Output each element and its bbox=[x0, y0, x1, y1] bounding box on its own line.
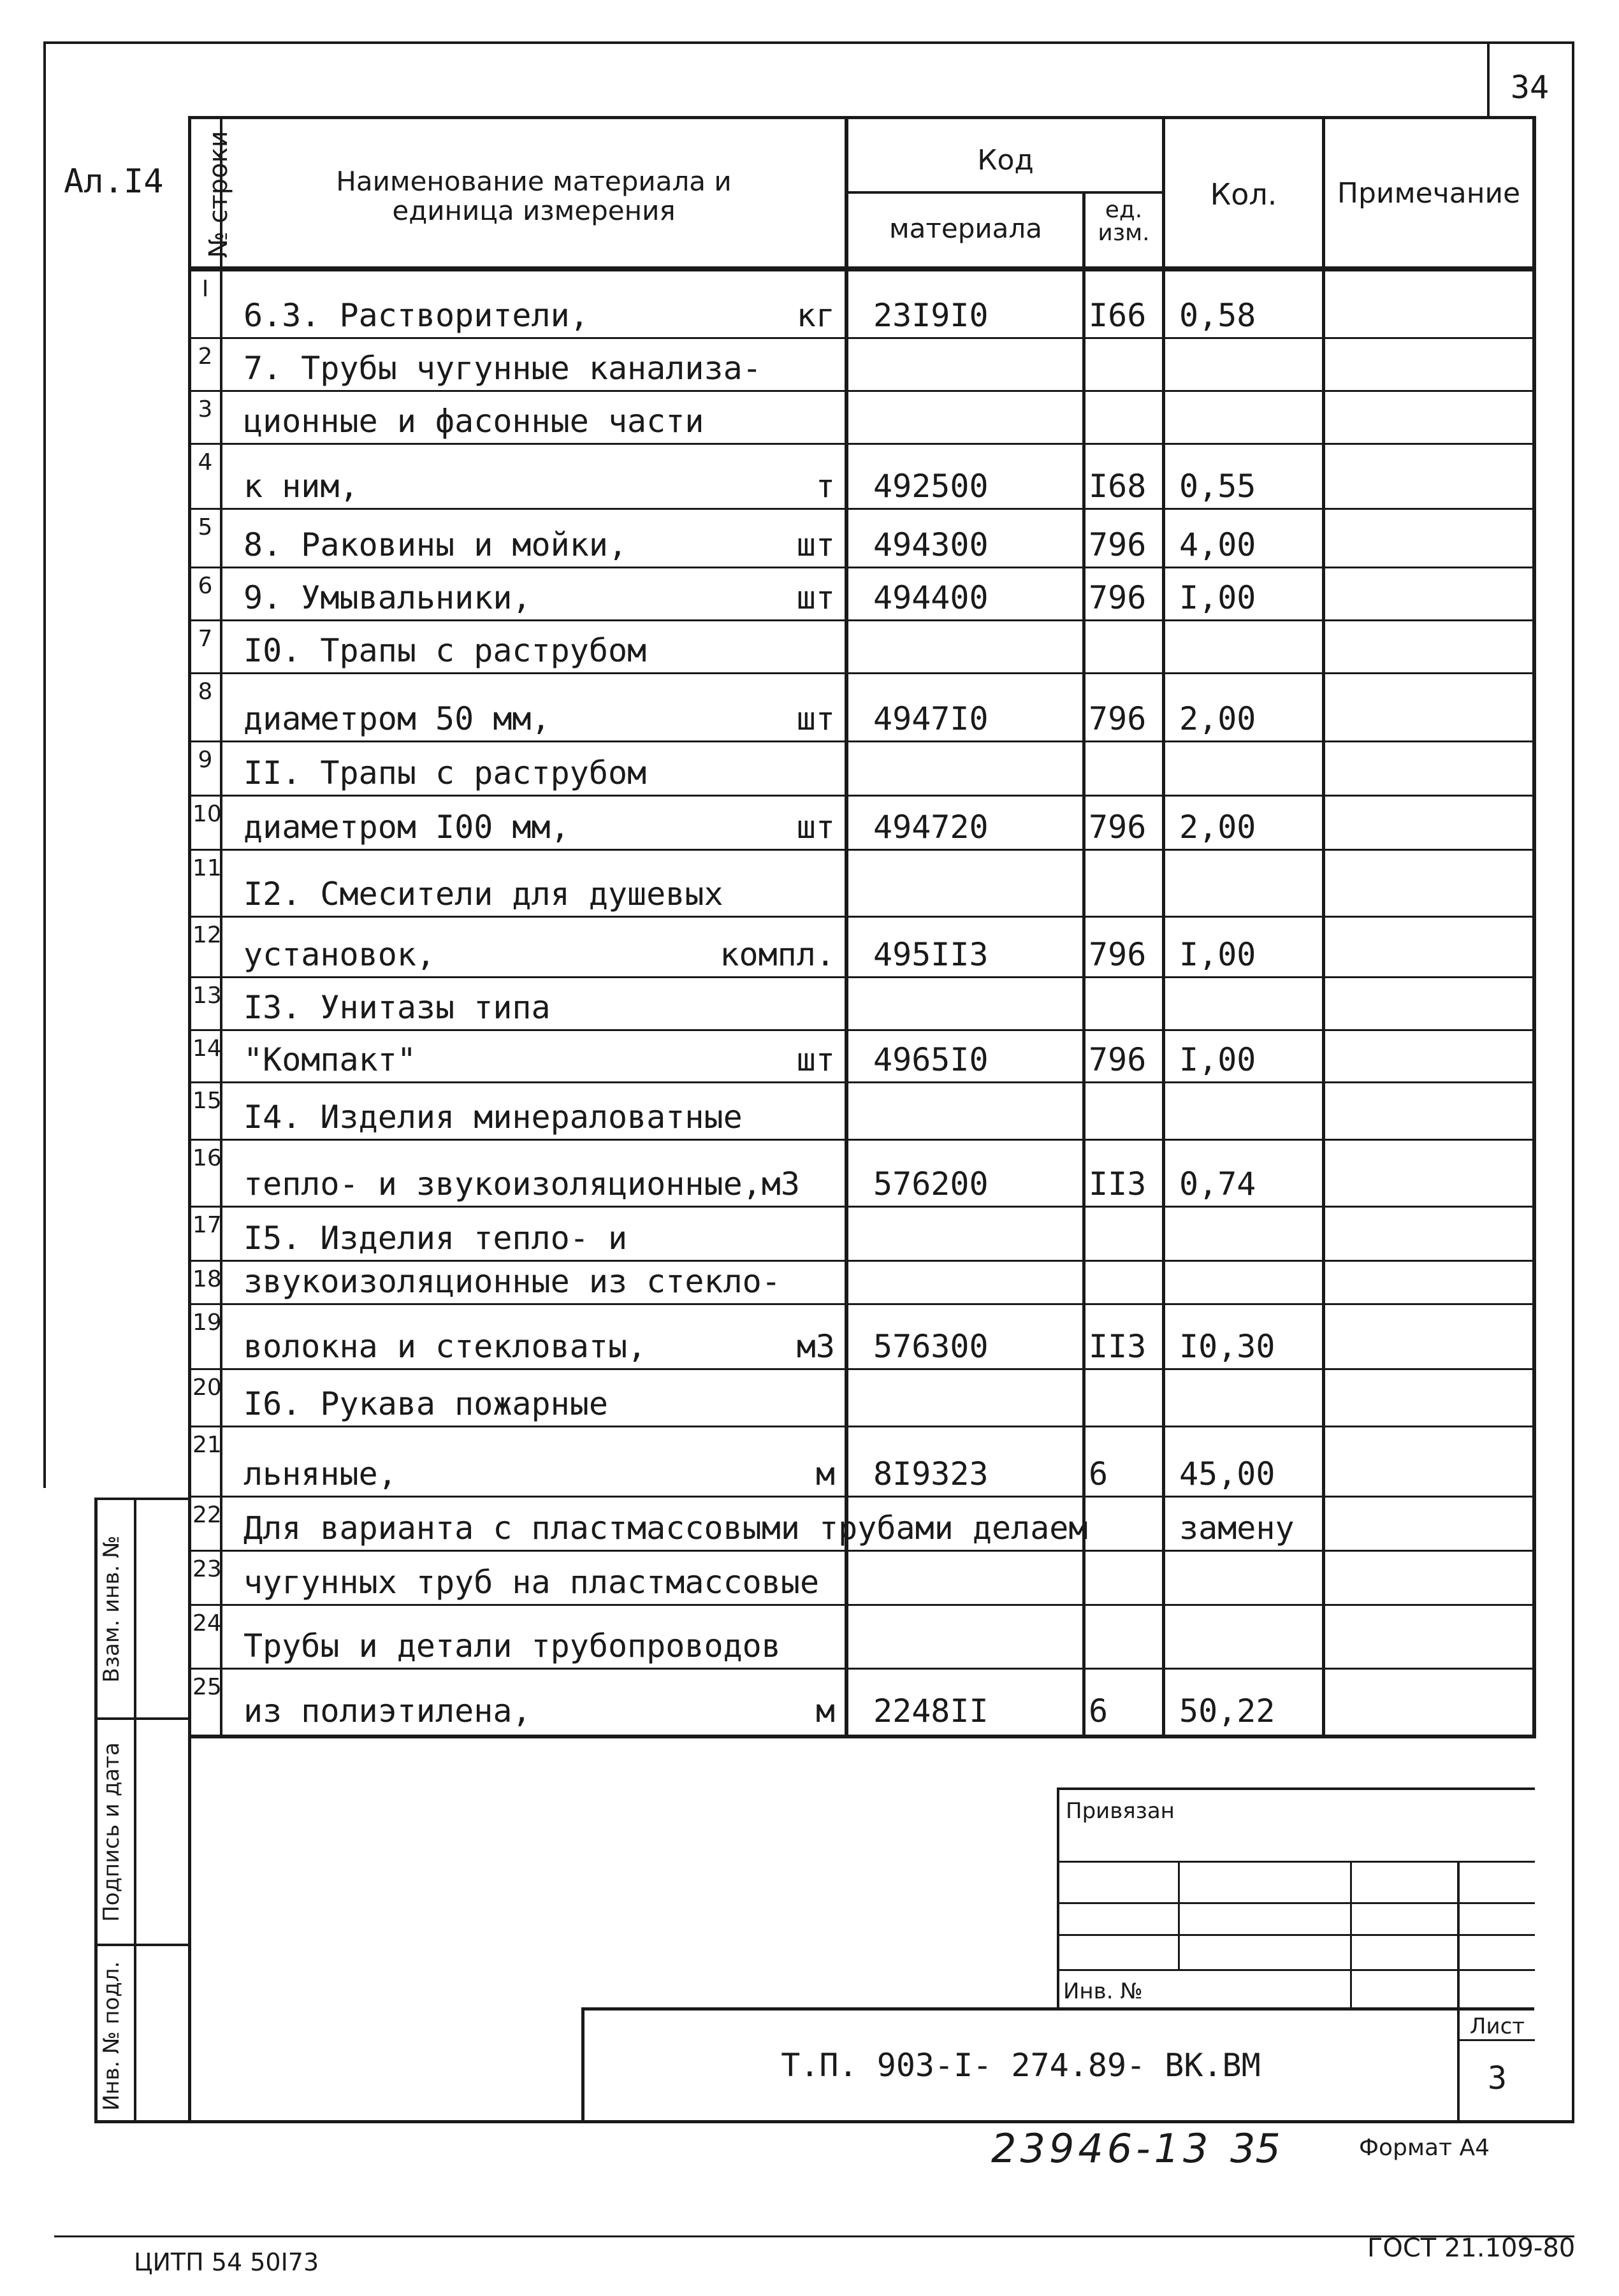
side-label-inv-podl: Инв. № подл. bbox=[99, 1961, 124, 2111]
stamp-vline-2 bbox=[1350, 1861, 1352, 2007]
row-unit: м bbox=[815, 1693, 835, 1729]
table-row bbox=[0, 1498, 1619, 1552]
side-label-vzam: Взам. инв. № bbox=[99, 1535, 124, 1683]
frame-top bbox=[43, 41, 1573, 44]
row-unit-code: 796 bbox=[1089, 809, 1147, 846]
row-number: 18 bbox=[192, 1266, 222, 1292]
table-bottom bbox=[188, 1735, 1536, 1738]
row-unit-code: 796 bbox=[1089, 526, 1147, 563]
side-col-div2 bbox=[94, 1944, 190, 1946]
row-number: 14 bbox=[192, 1036, 222, 1062]
page-box-left bbox=[1487, 41, 1490, 118]
row-name: I2. Смесители для душевых bbox=[243, 876, 723, 913]
row-code: 8I9323 bbox=[873, 1455, 989, 1492]
row-code: 23I9I0 bbox=[873, 297, 989, 334]
stamp-line-1 bbox=[1057, 1861, 1535, 1863]
row-name: волокна и стекловаты, bbox=[243, 1328, 647, 1365]
row-name: к ним, bbox=[243, 468, 359, 505]
table-row bbox=[0, 1141, 1619, 1208]
table-row bbox=[0, 1552, 1619, 1606]
row-number: 11 bbox=[192, 855, 222, 881]
header-row-no: № строки bbox=[204, 131, 233, 258]
table-row bbox=[0, 1083, 1619, 1141]
row-unit-code: 796 bbox=[1089, 700, 1147, 737]
stamp-doc-code: Т.П. 903-I- 274.89- ВК.ВМ bbox=[781, 2047, 1261, 2084]
footer-format: Формат А4 bbox=[1359, 2135, 1490, 2161]
row-name: льняные, bbox=[243, 1455, 397, 1492]
side-col-top bbox=[94, 1498, 190, 1500]
table-row bbox=[0, 742, 1619, 797]
row-unit-code: I66 bbox=[1089, 297, 1147, 334]
side-col-outer bbox=[94, 1498, 98, 2123]
row-unit: шт bbox=[796, 700, 835, 737]
row-unit-code: 796 bbox=[1089, 936, 1147, 973]
footer-handwritten: 23946-13 bbox=[991, 2125, 1212, 2172]
row-number: 22 bbox=[192, 1502, 222, 1528]
row-number: 4 bbox=[198, 449, 213, 475]
row-name: 8. Раковины и мойки, bbox=[243, 526, 628, 563]
row-name: диаметром I00 мм, bbox=[243, 809, 570, 846]
table-top bbox=[188, 116, 1533, 119]
header-code: Код bbox=[977, 144, 1034, 177]
header-code-unit: ед. изм. bbox=[1098, 197, 1150, 246]
row-number: 25 bbox=[192, 1674, 222, 1700]
code-subheader-line bbox=[845, 191, 1163, 194]
row-number: I bbox=[201, 276, 209, 302]
footer-rule bbox=[54, 2235, 1574, 2237]
row-qty: 0,74 bbox=[1179, 1166, 1256, 1202]
row-name: I4. Изделия минераловатные bbox=[243, 1099, 743, 1136]
row-unit-code: II3 bbox=[1089, 1328, 1147, 1365]
row-qty: I,00 bbox=[1179, 579, 1256, 616]
footer-handwritten-page: 35 bbox=[1230, 2125, 1281, 2172]
row-name: звукоизоляционные из стекло- bbox=[243, 1263, 781, 1300]
row-code: 576300 bbox=[873, 1328, 989, 1365]
row-number: 20 bbox=[192, 1375, 222, 1401]
row-unit: кг bbox=[796, 297, 835, 334]
row-unit-code: 6 bbox=[1089, 1455, 1108, 1492]
row-qty: I,00 bbox=[1179, 936, 1256, 973]
table-row bbox=[0, 851, 1619, 918]
row-unit: шт bbox=[796, 809, 835, 846]
row-name: из полиэтилена, bbox=[243, 1693, 532, 1729]
row-qty: I,00 bbox=[1179, 1041, 1256, 1078]
row-code: 576200 bbox=[873, 1166, 989, 1202]
row-unit-code: 796 bbox=[1089, 579, 1147, 616]
row-unit-code: 6 bbox=[1089, 1693, 1108, 1729]
row-unit: т bbox=[815, 468, 835, 505]
row-code: 494720 bbox=[873, 809, 989, 846]
row-code: 494300 bbox=[873, 526, 989, 563]
row-qty: 0,58 bbox=[1179, 297, 1256, 334]
row-number: 23 bbox=[192, 1556, 222, 1582]
row-name: I3. Унитазы типа bbox=[243, 989, 551, 1026]
row-number: 19 bbox=[192, 1310, 222, 1336]
row-number: 2 bbox=[198, 343, 213, 370]
footer-printer: ЦИТП 54 50І73 bbox=[134, 2248, 319, 2276]
stamp-privyazan-left bbox=[1057, 1787, 1059, 2007]
row-name: I0. Трапы с раструбом bbox=[243, 632, 647, 669]
table-row bbox=[0, 1427, 1619, 1498]
row-qty: 0,55 bbox=[1179, 468, 1256, 505]
table-row bbox=[0, 568, 1619, 621]
row-unit-code: 796 bbox=[1089, 1041, 1147, 1078]
stamp-line-2 bbox=[1057, 1902, 1535, 1904]
row-name: 9. Умывальники, bbox=[243, 579, 532, 616]
row-number: 21 bbox=[192, 1432, 222, 1458]
stamp-inv-no: Инв. № bbox=[1063, 1979, 1143, 2004]
table-row bbox=[0, 1305, 1619, 1370]
table-row bbox=[0, 392, 1619, 445]
row-unit: м3 bbox=[796, 1328, 835, 1365]
row-qty: 4,00 bbox=[1179, 526, 1256, 563]
row-qty: замену bbox=[1179, 1510, 1295, 1547]
table-row bbox=[0, 271, 1619, 339]
row-code: 4965I0 bbox=[873, 1041, 989, 1078]
table-row bbox=[0, 1670, 1619, 1735]
row-number: 16 bbox=[192, 1145, 222, 1171]
table-row bbox=[0, 1370, 1619, 1427]
table-row bbox=[0, 797, 1619, 851]
row-name: тепло- и звукоизоляционные,м3 bbox=[243, 1166, 800, 1202]
footer-gost: ГОСТ 21.109-80 bbox=[1367, 2234, 1576, 2263]
table-row bbox=[0, 978, 1619, 1031]
row-number: 12 bbox=[192, 922, 222, 948]
row-number: 9 bbox=[198, 747, 213, 773]
row-number: 24 bbox=[192, 1610, 222, 1636]
row-name: "Компакт" bbox=[243, 1041, 416, 1078]
frame-bottom bbox=[94, 2120, 1574, 2123]
stamp-line-3 bbox=[1057, 1934, 1535, 1936]
row-number: 3 bbox=[198, 396, 213, 422]
stamp-sheet-label: Лист bbox=[1469, 2014, 1525, 2039]
stamp-line-4 bbox=[1057, 1969, 1535, 1971]
row-number: 7 bbox=[198, 626, 213, 652]
row-number: 10 bbox=[192, 801, 222, 827]
table-row bbox=[0, 339, 1619, 392]
table-row bbox=[0, 445, 1619, 510]
row-qty: I0,30 bbox=[1179, 1328, 1275, 1365]
row-qty: 45,00 bbox=[1179, 1455, 1275, 1492]
row-name: I5. Изделия тепло- и bbox=[243, 1220, 628, 1257]
header-note: Примечание bbox=[1337, 177, 1521, 210]
row-unit-code: II3 bbox=[1089, 1166, 1147, 1202]
row-unit: компл. bbox=[720, 936, 835, 973]
row-qty: 2,00 bbox=[1179, 700, 1256, 737]
row-name: 6.3. Растворители, bbox=[243, 297, 589, 334]
row-unit-code: I68 bbox=[1089, 468, 1147, 505]
row-code: 492500 bbox=[873, 468, 989, 505]
row-unit: м bbox=[815, 1455, 835, 1492]
row-number: 15 bbox=[192, 1088, 222, 1114]
row-unit: шт bbox=[796, 526, 835, 563]
row-name: диаметром 50 мм, bbox=[243, 700, 551, 737]
stamp-sheet-no: 3 bbox=[1487, 2060, 1507, 2097]
table-row bbox=[0, 1606, 1619, 1670]
header-code-material: материала bbox=[889, 213, 1042, 244]
row-name: Трубы и детали трубопроводов bbox=[243, 1628, 781, 1664]
row-name: I6. Рукава пожарные bbox=[243, 1385, 608, 1422]
row-name: установок, bbox=[243, 936, 436, 973]
header-qty: Кол. bbox=[1210, 177, 1277, 212]
table-header-bottom bbox=[188, 266, 1536, 271]
row-code: 2248II bbox=[873, 1693, 989, 1729]
row-code: 4947I0 bbox=[873, 700, 989, 737]
row-qty: 2,00 bbox=[1179, 809, 1256, 846]
row-name: ционные и фасонные части bbox=[243, 403, 704, 440]
table-row bbox=[0, 1031, 1619, 1083]
row-unit: шт bbox=[796, 1041, 835, 1078]
side-label-podpis: Подпись и дата bbox=[99, 1742, 124, 1922]
stamp-privyazan-top bbox=[1057, 1787, 1535, 1790]
page-number: 34 bbox=[1510, 69, 1550, 106]
header-name: Наименование материала и единица измерения bbox=[336, 166, 732, 227]
row-unit: шт bbox=[796, 579, 835, 616]
table-row bbox=[0, 510, 1619, 568]
table-row bbox=[0, 1208, 1619, 1262]
row-number: 17 bbox=[192, 1212, 222, 1238]
stamp-vline-1 bbox=[1178, 1861, 1180, 1969]
table-row bbox=[0, 621, 1619, 674]
table-row bbox=[0, 1262, 1619, 1305]
table-row bbox=[0, 674, 1619, 742]
row-name: Для варианта с пластмассовыми трубами делаем bbox=[243, 1510, 1088, 1547]
row-name: II. Трапы с раструбом bbox=[243, 755, 647, 791]
row-number: 13 bbox=[192, 983, 222, 1009]
row-qty: 50,22 bbox=[1179, 1693, 1275, 1729]
stamp-sheet-div bbox=[1457, 2039, 1535, 2041]
side-col-div1 bbox=[94, 1717, 190, 1720]
row-code: 494400 bbox=[873, 579, 989, 616]
row-number: 6 bbox=[198, 573, 213, 599]
row-number: 5 bbox=[198, 514, 213, 540]
row-name: 7. Трубы чугунные канализа- bbox=[243, 350, 762, 387]
row-name: чугунных труб на пластмассовые bbox=[243, 1564, 820, 1601]
row-code: 495II3 bbox=[873, 936, 989, 973]
stamp-main-top bbox=[581, 2007, 1534, 2011]
stamp-privyazan: Привязан bbox=[1066, 1798, 1175, 1824]
sheet-ref: Ал.I4 bbox=[64, 162, 164, 201]
row-number: 8 bbox=[198, 679, 213, 705]
side-col-inner bbox=[134, 1498, 136, 2123]
table-row bbox=[0, 918, 1619, 978]
